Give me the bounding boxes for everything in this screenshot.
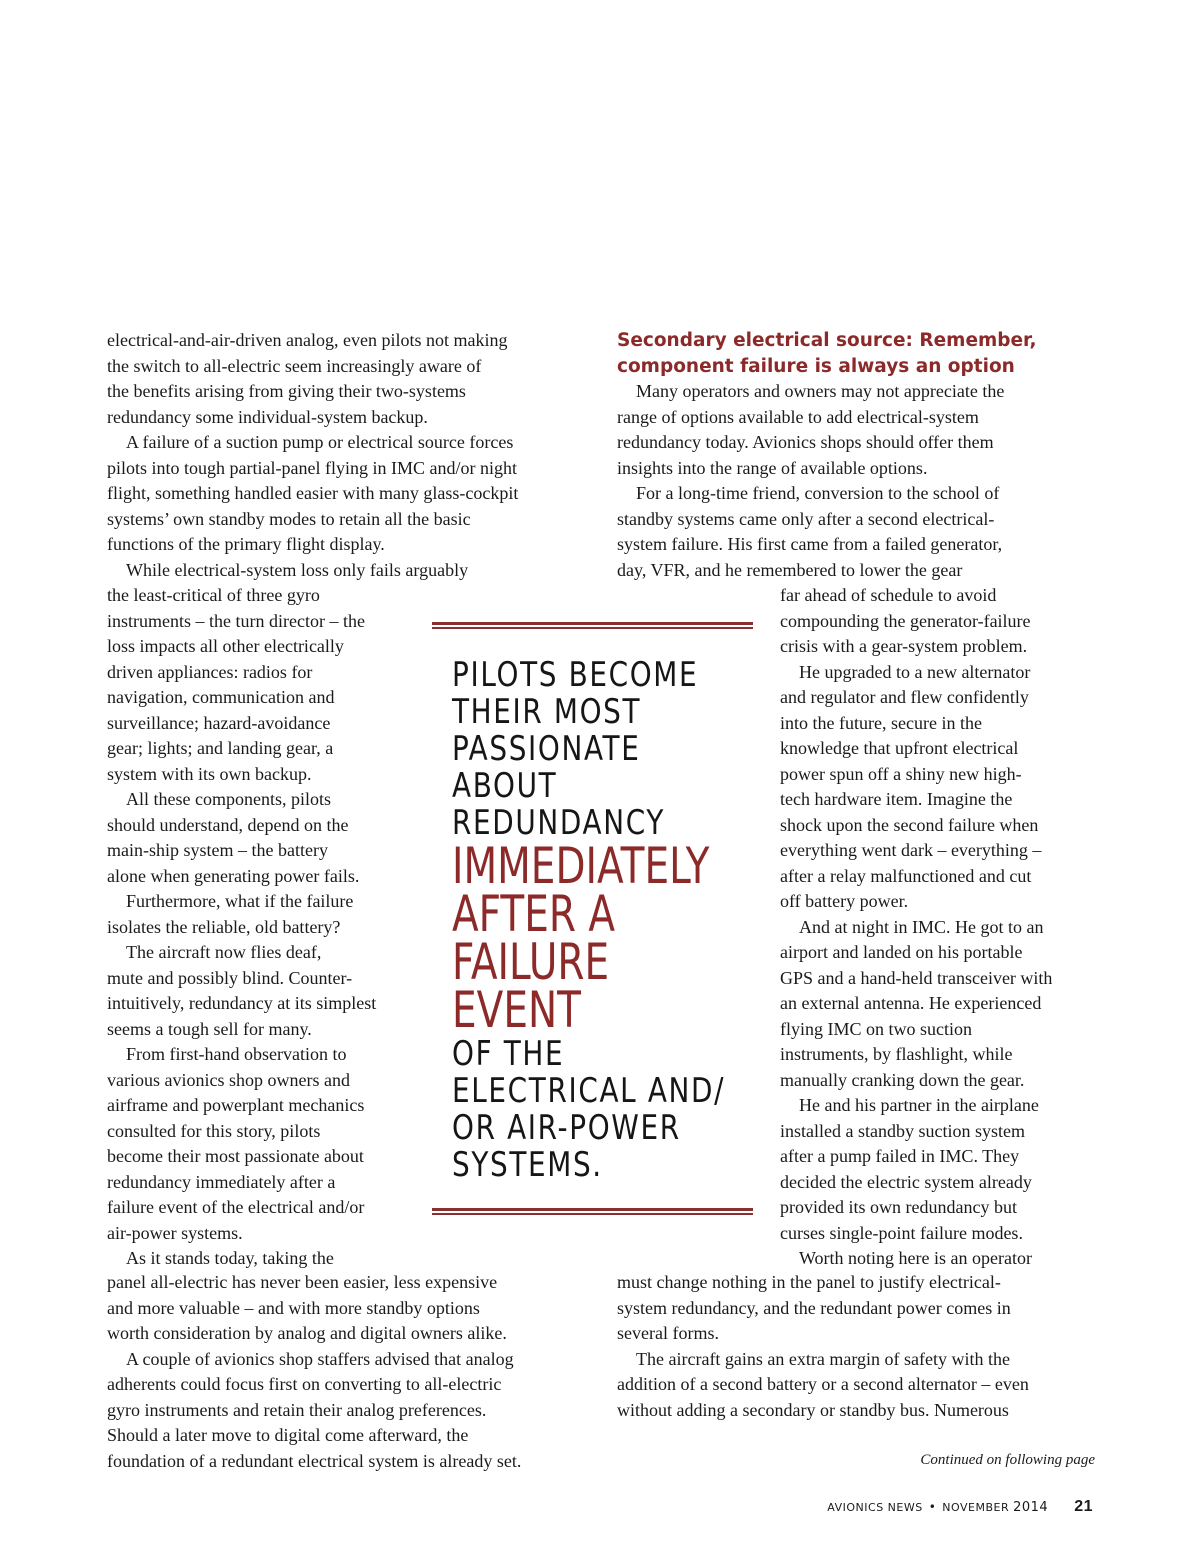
text-line: after a relay malfunctioned and cut <box>780 865 1032 886</box>
text-line: foundation of a redundant electrical system is already set. <box>107 1450 522 1471</box>
text-line: should understand, depend on the <box>107 814 349 835</box>
text-line: panel all-electric has never been easier, less expensive <box>107 1272 498 1292</box>
text-line: knowledge that upfront electrical <box>780 738 1019 758</box>
pullquote-line: SYSTEMS. <box>452 1145 603 1185</box>
text-line: curses single-point failure modes. <box>780 1222 1023 1243</box>
text-line: and more valuable – and with more standby options <box>107 1297 480 1318</box>
text-line: seems a tough sell for many. <box>107 1018 312 1039</box>
issue-month: NOVEMBER <box>942 1501 1010 1514</box>
text-line: A failure of a suction pump or electrical source forces <box>126 432 514 452</box>
text-line: A couple of avionics shop staffers advised that analog <box>126 1348 514 1369</box>
text-line: system failure. His first came from a failed generator, <box>617 534 1003 554</box>
text-line: provided its own redundancy but <box>780 1197 1017 1217</box>
subhead-line: Secondary electrical source: Remember, <box>617 330 1037 351</box>
left-column-wrap <box>107 583 376 1272</box>
text-line: and regulator and flew confidently <box>780 687 1029 707</box>
text-line: flight, something handled easier with many glass-cockpit <box>107 483 519 503</box>
text-line: into the future, secure in the <box>780 712 982 733</box>
text-line: instruments, by flashlight, while <box>780 1044 1013 1064</box>
text-line: compounding the generator-failure <box>780 610 1031 631</box>
text-line: isolates the reliable, old battery? <box>107 916 341 937</box>
text-line: addition of a second battery or a second alternator – even <box>617 1374 1029 1394</box>
text-line: the least-critical of three gyro <box>107 585 320 605</box>
text-line: pilots into tough partial-panel flying in IMC and/or night <box>107 457 517 478</box>
text-line: the switch to all-electric seem increasingly aware of <box>107 355 482 376</box>
text-line: main-ship system – the battery <box>107 840 328 860</box>
text-line: Should a later move to digital come afterward, the <box>107 1425 469 1445</box>
text-line: Many operators and owners may not appreciate the <box>636 381 1005 401</box>
text-line: Furthermore, what if the failure <box>126 891 354 911</box>
subhead-line: component failure is always an option <box>617 355 1015 377</box>
pullquote-tail <box>452 1036 752 1184</box>
pullquote-line: ELECTRICAL AND/ <box>452 1071 726 1111</box>
text-line: redundancy immediately after a <box>107 1171 336 1192</box>
issue-year: 2014 <box>1013 1500 1049 1515</box>
text-line: various avionics shop owners and <box>107 1069 350 1090</box>
continued-note: Continued on following page <box>920 1452 1095 1468</box>
text-line: without adding a secondary or standby bus. Numerous <box>617 1399 1009 1420</box>
text-line: airport and landed on his portable <box>780 942 1023 962</box>
text-line: worth consideration by analog and digital owners alike. <box>107 1323 507 1343</box>
pullquote-rule-top <box>432 622 753 629</box>
text-line: electrical-and-air-driven analog, even pilots not making <box>107 330 508 350</box>
text-line: consulted for this story, pilots <box>107 1120 321 1141</box>
text-line: mute and possibly blind. Counter- <box>107 967 353 988</box>
text-line: gear; lights; and landing gear, a <box>107 738 334 758</box>
right-column-top <box>617 379 1004 583</box>
text-line: shock upon the second failure when <box>780 814 1039 835</box>
pullquote-line: REDUNDANCY <box>452 803 666 843</box>
text-line: airframe and powerplant mechanics <box>107 1095 365 1115</box>
text-line: installed a standby suction system <box>780 1120 1025 1141</box>
text-line: systems’ own standby modes to retain all the basic <box>107 508 471 529</box>
pullquote-rule-bottom <box>432 1208 753 1215</box>
text-line: off battery power. <box>780 891 909 911</box>
text-line: adherents could focus first on converting to all-electric <box>107 1374 502 1394</box>
pullquote-line: AFTER A <box>452 885 616 943</box>
text-line: instruments – the turn director – the <box>107 610 365 631</box>
right-column-wrap <box>780 583 1052 1272</box>
section-subhead <box>617 328 1037 379</box>
text-line: Worth noting here is an operator <box>799 1248 1032 1268</box>
text-line: redundancy some individual-system backup. <box>107 406 428 427</box>
page-footer <box>760 1498 1093 1516</box>
text-line: range of options available to add electrical-system <box>617 406 979 427</box>
text-line: insights into the range of available options. <box>617 457 928 478</box>
text-line: several forms. <box>617 1323 719 1343</box>
text-line: after a pump failed in IMC. They <box>780 1146 1020 1166</box>
text-line: And at night in IMC. He got to an <box>799 916 1044 937</box>
pullquote-line: EVENT <box>452 981 581 1039</box>
text-line: tech hardware item. Imagine the <box>780 789 1013 809</box>
text-line: GPS and a hand-held transceiver with <box>780 967 1053 988</box>
text-line: must change nothing in the panel to justify electrical- <box>617 1272 1001 1292</box>
text-line: driven appliances: radios for <box>107 661 313 682</box>
footer-bullet: • <box>928 1500 937 1514</box>
text-line: flying IMC on two suction <box>780 1018 972 1039</box>
text-line: power spun off a shiny new high- <box>780 763 1022 784</box>
text-line: decided the electric system already <box>780 1171 1032 1192</box>
text-line: intuitively, redundancy at its simplest <box>107 993 377 1013</box>
publication-name: AVIONICS NEWS <box>827 1501 923 1514</box>
text-line: All these components, pilots <box>126 789 331 809</box>
text-line: functions of the primary flight display. <box>107 534 385 554</box>
pullquote-line: PILOTS BECOME <box>452 655 699 695</box>
text-line: system with its own backup. <box>107 763 312 784</box>
pullquote-line: FAILURE <box>452 933 610 991</box>
text-line: He upgraded to a new alternator <box>799 661 1031 682</box>
pullquote-line: THEIR MOST <box>452 692 642 732</box>
text-line: become their most passionate about <box>107 1146 364 1166</box>
right-column-bottom <box>617 1270 1029 1423</box>
text-line: air-power systems. <box>107 1222 243 1243</box>
text-line: standby systems came only after a second electrical- <box>617 508 995 529</box>
text-line: system redundancy, and the redundant power comes in <box>617 1297 1011 1318</box>
text-line: day, VFR, and he remembered to lower the gear <box>617 559 963 580</box>
text-line: crisis with a gear-system problem. <box>780 636 1028 656</box>
text-line: gyro instruments and retain their analog preferences. <box>107 1399 487 1420</box>
text-line: failure event of the electrical and/or <box>107 1197 365 1217</box>
text-line: The aircraft gains an extra margin of safety with the <box>636 1348 1011 1369</box>
page-number: 21 <box>1074 1498 1093 1515</box>
pull-quote <box>452 657 752 1184</box>
text-line: navigation, communication and <box>107 687 335 707</box>
text-line: an external antenna. He experienced <box>780 993 1042 1013</box>
text-line: surveillance; hazard-avoidance <box>107 712 331 733</box>
text-line: alone when generating power fails. <box>107 865 360 886</box>
text-line: From first-hand observation to <box>126 1044 347 1064</box>
pullquote-emphasis <box>452 837 752 1039</box>
text-line: loss impacts all other electrically <box>107 636 344 656</box>
text-line: manually cranking down the gear. <box>780 1069 1025 1090</box>
pullquote-line: IMMEDIATELY <box>452 837 710 895</box>
pullquote-line: OF THE <box>452 1034 565 1074</box>
text-line: While electrical-system loss only fails arguably <box>126 559 469 580</box>
text-line: The aircraft now flies deaf, <box>126 942 322 962</box>
text-line: far ahead of schedule to avoid <box>780 585 997 605</box>
text-line: For a long-time friend, conversion to the school of <box>636 483 1000 503</box>
pullquote-line: PASSIONATE <box>452 729 641 769</box>
pullquote-lead <box>452 657 752 842</box>
text-line: He and his partner in the airplane <box>799 1095 1039 1115</box>
text-line: everything went dark – everything – <box>780 840 1042 860</box>
text-line: As it stands today, taking the <box>126 1248 334 1268</box>
pullquote-line: OR AIR-POWER <box>452 1108 681 1148</box>
text-line: redundancy today. Avionics shops should offer them <box>617 432 994 452</box>
left-column-top <box>107 328 518 583</box>
text-line: the benefits arising from giving their two-systems <box>107 381 466 401</box>
pullquote-line: ABOUT <box>452 766 558 806</box>
left-column-bottom <box>107 1270 521 1474</box>
